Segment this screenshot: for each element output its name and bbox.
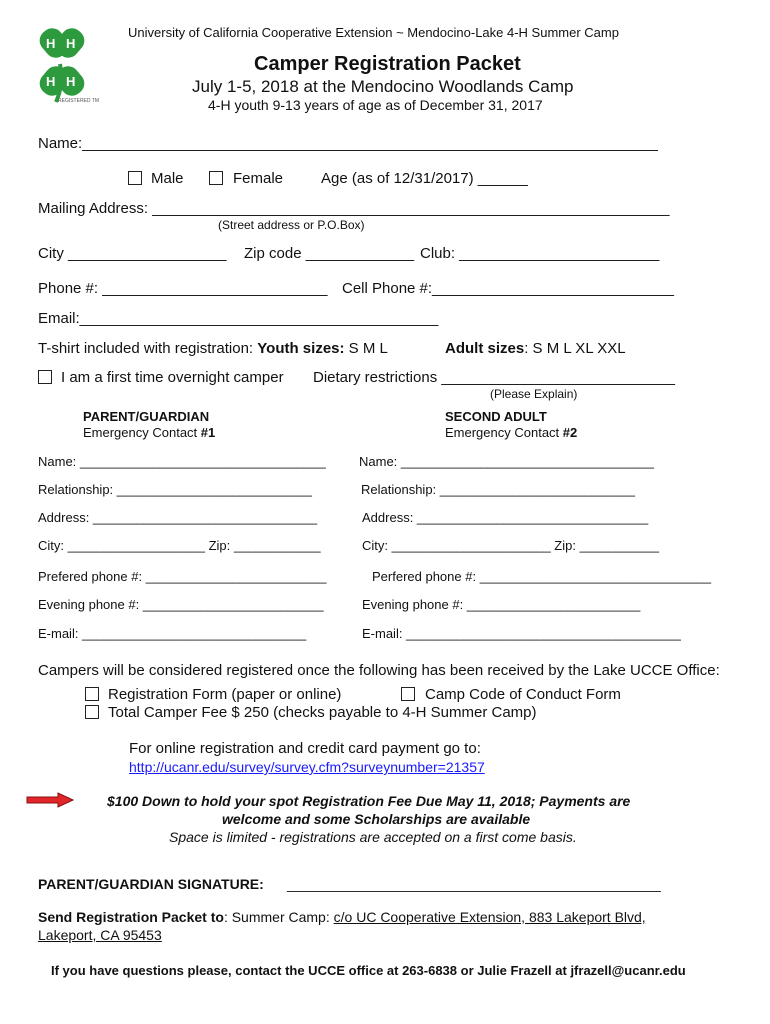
camper-name-field[interactable]: Name:_____________________________________________________________________ bbox=[38, 135, 658, 152]
deposit-line-2: welcome and some Scholarships are available bbox=[222, 811, 531, 827]
page-subtitle: July 1-5, 2018 at the Mendocino Woodlands Camp bbox=[192, 77, 574, 96]
contact2-address[interactable]: Address: ________________________________ bbox=[362, 510, 649, 525]
first-time-label: I am a first time overnight camper bbox=[61, 369, 284, 386]
registration-form-checkbox[interactable] bbox=[85, 687, 99, 701]
parent-subheading bbox=[83, 425, 215, 440]
contact1-name[interactable]: Name: __________________________________ bbox=[38, 454, 326, 469]
signature-label: PARENT/GUARDIAN SIGNATURE: bbox=[38, 876, 264, 892]
cell-phone-field[interactable]: Cell Phone #:_____________________________ bbox=[342, 280, 674, 297]
mailing-hint: (Street address or P.O.Box) bbox=[218, 218, 365, 232]
email-field[interactable]: Email:___________________________________________ bbox=[38, 310, 439, 327]
conduct-form-label: Camp Code of Conduct Form bbox=[425, 686, 621, 703]
second-sub-label: Emergency Contact bbox=[445, 425, 563, 440]
dietary-hint: (Please Explain) bbox=[490, 387, 578, 401]
zip-field[interactable]: Zip code _____________ bbox=[244, 245, 415, 262]
parent-heading: PARENT/GUARDIAN bbox=[83, 409, 210, 424]
eligibility: 4-H youth 9-13 years of age as of December 31, 2017 bbox=[208, 97, 543, 113]
second-heading: SECOND ADULT bbox=[445, 409, 547, 424]
club-field[interactable]: Club: ________________________ bbox=[420, 245, 660, 262]
org-line: University of California Cooperative Extension ~ Mendocino-Lake 4-H Summer Camp bbox=[128, 25, 619, 40]
youth-sizes[interactable]: S M L bbox=[344, 340, 388, 357]
adult-sizes[interactable]: : S M L XL XXL bbox=[524, 340, 626, 357]
svg-text:H: H bbox=[66, 36, 76, 51]
logo-trademark: REGISTERED TM bbox=[58, 98, 100, 104]
age-field[interactable]: Age (as of 12/31/2017) ______ bbox=[321, 170, 528, 187]
space-limited-text: Space is limited - registrations are accepted on a first come basis. bbox=[169, 829, 577, 845]
adult-sizes-line bbox=[445, 340, 626, 357]
send-line-1 bbox=[38, 909, 646, 925]
female-label: Female bbox=[233, 170, 284, 187]
parent-num: #1 bbox=[200, 425, 216, 440]
contact2-relationship[interactable]: Relationship: ___________________________ bbox=[361, 482, 635, 497]
contact2-evening-phone[interactable]: Evening phone #: ________________________ bbox=[362, 597, 641, 612]
male-checkbox[interactable] bbox=[128, 171, 142, 185]
signature-line[interactable]: ________________________________________________ bbox=[287, 876, 661, 892]
4h-clover-logo bbox=[20, 24, 102, 106]
send-address-2: Lakeport, CA 95453 bbox=[38, 927, 162, 943]
contact2-email[interactable]: E-mail: ______________________________________ bbox=[362, 626, 681, 641]
contact2-city-zip[interactable]: City: ______________________ Zip: ___________ bbox=[362, 538, 660, 553]
contact1-evening-phone[interactable]: Evening phone #: _________________________ bbox=[38, 597, 324, 612]
registration-intro: Campers will be considered registered once the following has been received by the Lake UCCE Office: bbox=[38, 662, 720, 679]
contact2-preferred-phone[interactable]: Perfered phone #: ________________________________ bbox=[372, 569, 712, 584]
mailing-address-field[interactable]: Mailing Address: ______________________________________________________________ bbox=[38, 200, 670, 217]
svg-text:H: H bbox=[46, 36, 56, 51]
registration-form-label: Registration Form (paper or online) bbox=[108, 686, 342, 703]
contact1-address[interactable]: Address: _______________________________ bbox=[38, 510, 318, 525]
contact1-preferred-phone[interactable]: Prefered phone #: _________________________ bbox=[38, 569, 327, 584]
arrow-right-icon bbox=[26, 792, 74, 808]
tshirt-line bbox=[38, 340, 388, 357]
second-subheading bbox=[445, 425, 577, 440]
svg-text:H: H bbox=[46, 74, 56, 89]
tshirt-label: T-shirt included with registration: bbox=[38, 340, 258, 357]
first-time-checkbox[interactable] bbox=[38, 370, 52, 384]
second-num: #2 bbox=[562, 425, 578, 440]
dietary-field[interactable]: Dietary restrictions ____________________________ bbox=[313, 369, 675, 386]
city-field[interactable]: City ___________________ bbox=[38, 245, 227, 262]
survey-link[interactable]: http://ucanr.edu/survey/survey.cfm?surveynumber=21357 bbox=[129, 759, 485, 775]
send-label: Send Registration Packet to bbox=[38, 909, 224, 925]
deposit-line-1: $100 Down to hold your spot Registration Fee Due May 11, 2018; Payments are bbox=[107, 793, 631, 809]
fee-label: Total Camper Fee $ 250 (checks payable to 4-H Summer Camp) bbox=[108, 704, 537, 721]
contact1-email[interactable]: E-mail: _______________________________ bbox=[38, 626, 307, 641]
phone-field[interactable]: Phone #: ___________________________ bbox=[38, 280, 328, 297]
contact1-relationship[interactable]: Relationship: ___________________________ bbox=[38, 482, 312, 497]
contact1-city-zip[interactable]: City: ___________________ Zip: ____________ bbox=[38, 538, 321, 553]
svg-text:H: H bbox=[66, 74, 76, 89]
youth-sizes-label: Youth sizes: bbox=[257, 340, 345, 357]
page-title: Camper Registration Packet bbox=[254, 53, 521, 75]
send-address-1: c/o UC Cooperative Extension, 883 Lakeport Blvd, bbox=[333, 909, 646, 925]
online-registration-text: For online registration and credit card payment go to: bbox=[129, 740, 481, 757]
conduct-form-checkbox[interactable] bbox=[401, 687, 415, 701]
contact2-name[interactable]: Name: ___________________________________ bbox=[359, 454, 654, 469]
male-label: Male bbox=[151, 170, 184, 187]
footer-contact: If you have questions please, contact the UCCE office at 263-6838 or Julie Frazell at jfrazell@ucanr.edu bbox=[51, 963, 686, 978]
parent-sub-label: Emergency Contact bbox=[83, 425, 201, 440]
adult-sizes-label: Adult sizes bbox=[445, 340, 525, 357]
send-colon: : Summer Camp: bbox=[223, 909, 334, 925]
fee-checkbox[interactable] bbox=[85, 705, 99, 719]
female-checkbox[interactable] bbox=[209, 171, 223, 185]
